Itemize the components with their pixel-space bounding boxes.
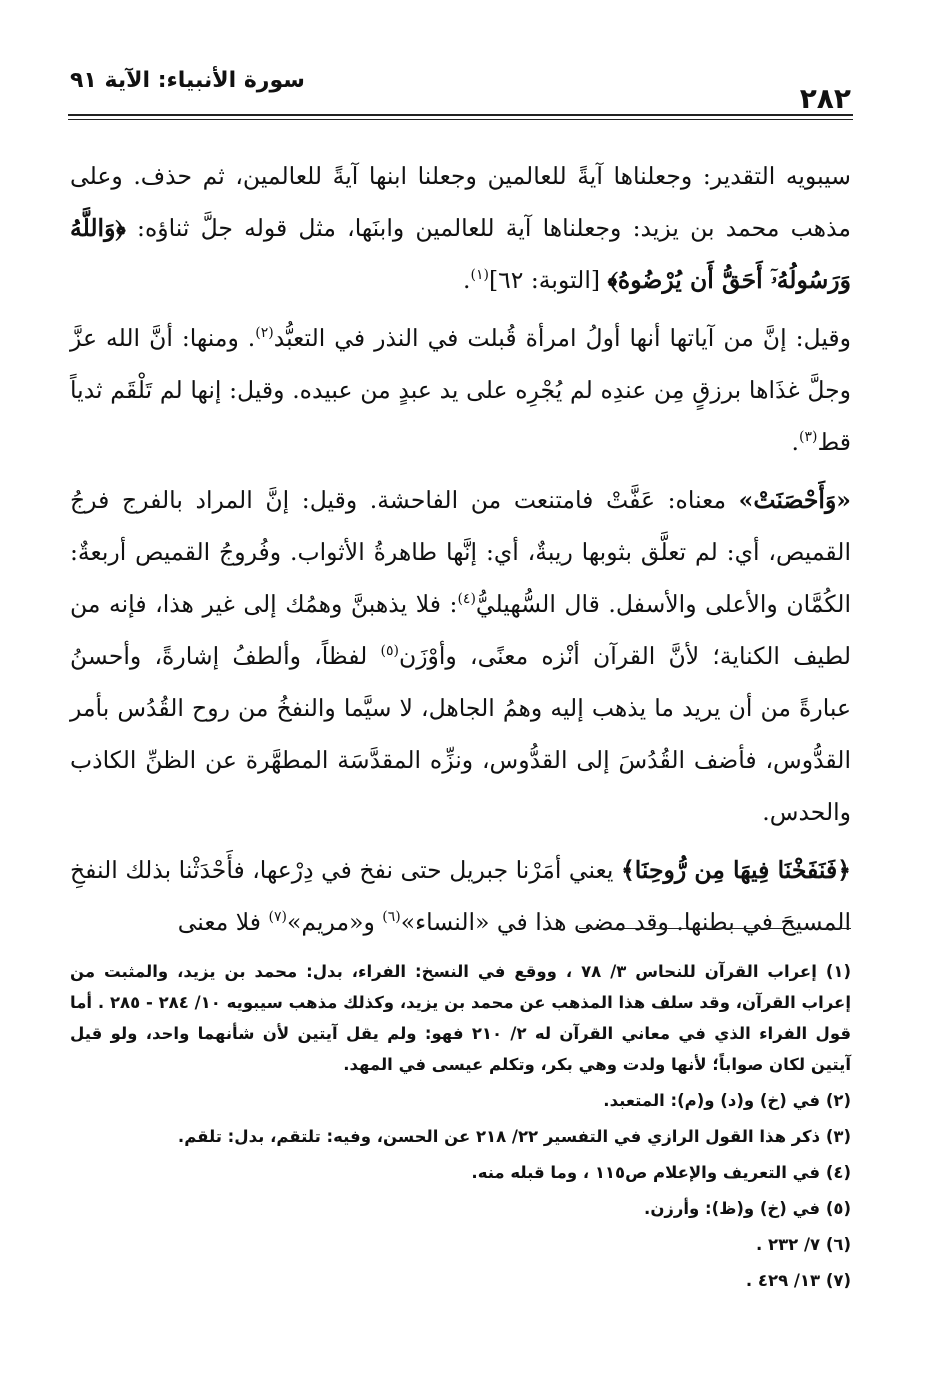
paragraph-1 — [70, 150, 851, 306]
paragraph-2-end: . — [791, 428, 799, 456]
footnote-1: (١) إعراب القرآن للنحاس ٣/ ٧٨ ، ووقع في النسخ: الفراء، بدل: محمد بن يزيد، والمثبت من إعراب القرآن، وقد سلف هذا المذهب عن محمد بن يزيد، وكذلك مذهب سيبويه ١٠/ ٢٨٤ - ٢٨٥ . أما قول الفراء الذي في معاني القرآن له ٢/ ٢١٠ فهو: ولم يقل آيتين لأن شأنهما واحد، ولو قيل آيتين لكان صواباً؛ لأنها ولدت وهي بكر، وتكلم عيسى في المهد. — [70, 962, 851, 1074]
footnote-4: (٤) في التعريف والإعلام ص١١٥ ، وما قبله منه. — [471, 1163, 851, 1182]
footnote-separator — [579, 928, 851, 929]
paragraph-4-text-cont: و«مريم» — [286, 908, 383, 936]
main-text — [70, 150, 851, 954]
paragraph-4-text-end: فلا معنى — [177, 908, 269, 936]
footnote-marker: (٢) — [255, 325, 274, 342]
footnote-marker: (٤) — [457, 591, 476, 608]
verse-reference: [التوبة: ٦٢] — [489, 266, 608, 294]
footnote-3: (٣) ذكر هذا القول الرازي في التفسير ٢٢/ ٢١٨ عن الحسن، وفيه: تلتقم، بدل: تلقم. — [177, 1127, 851, 1146]
paragraph-2-text-cont: . ومنها: أنَّ الله عزَّ وجلَّ غذَاها برزقٍ مِن عندِه لم يُجْرِه على يد عبدٍ من عبيده. وقيل: إنها لم تَلْقَم ثدياً قط — [70, 324, 851, 456]
paragraph-4-text: يعني أمَرْنا جبريل حتى نفخ في دِرْعها، فأَحْدَثْنا بذلك النفخِ المسيحَ في بطنها. وقد مضى هذا في «النساء» — [70, 856, 851, 936]
paragraph-3 — [70, 474, 851, 838]
header-rule-thin — [68, 119, 853, 120]
paragraph-1-end: . — [463, 266, 471, 294]
running-head — [60, 66, 851, 115]
footnote-marker: (٥) — [380, 643, 399, 660]
footnote-marker: (٧) — [268, 909, 287, 926]
header-rule — [68, 114, 853, 116]
footnote-6: (٦) ٧/ ٢٣٢ . — [755, 1235, 851, 1254]
quran-quote: ﴿فَنَفَخْنَا فِيهَا مِن رُّوحِنَا﴾ — [620, 856, 851, 884]
paragraph-4 — [70, 844, 851, 948]
footnote-7: (٧) ١٣/ ٤٢٩ . — [745, 1271, 851, 1290]
quran-quote: ﴿وَاللَّهُ وَرَسُولُهُۥٓ أَحَقُّ أَن يُرْضُوهُ﴾ — [70, 214, 851, 294]
footnote-marker: (٣) — [798, 429, 818, 446]
chapter-title: سورة الأنبياء: الآية ٩١ — [70, 68, 305, 93]
paragraph-3-text: معناه: عَفَّتْ فامتنعت من الفاحشة. وقيل: إنَّ المراد بالفرج فرجُ القميص، أي: لم تعلَّق بثوبها ريبةٌ، أي: إنَّها طاهرةُ الأثواب. وفُروجُ القميص أربعةٌ: الكُمَّان والأعلى والأسفل. قال السُّهيليُّ — [70, 486, 851, 618]
paragraph-3-text-cont: : فلا يذهبنَّ وهمُك إلى غير هذا، فإنه من لطيف الكناية؛ لأنَّ القرآن أنْزه معنًى، وأوْزَن — [70, 590, 851, 670]
footnotes — [70, 956, 851, 1301]
footnote-5: (٥) في (خ) و(ظ): وأرزن. — [644, 1199, 851, 1218]
footnote-marker: (١) — [470, 267, 489, 284]
footnote-marker: (٦) — [382, 909, 401, 926]
paragraph-3-text-end: لفظاً، وألطفُ إشارةً، وأحسنُ عبارةً من أن يريد ما يذهب إليه وهمُ الجاهل، لا سيَّما والنفخُ من روح القُدُس بأمر القدُّوس، فأضف القُدُسَ إلى القدُّوس، ونزِّه المقدَّسَة المطهَّرة عن الظنِّ الكاذب والحدس. — [70, 642, 851, 826]
page-number: ٢٨٢ — [799, 82, 851, 115]
footnote-2: (٢) في (خ) و(د) و(م): المتعبد. — [603, 1091, 851, 1110]
quran-quote: «وَأَحْصَنَتْ» — [738, 486, 851, 514]
paragraph-2-text: وقيل: إنَّ من آياتها أنها أولُ امرأة قُبلت في النذر في التعبُّد — [273, 324, 851, 352]
paragraph-2 — [70, 312, 851, 468]
paragraph-1-text: سيبويه التقدير: وجعلناها آيةً للعالمين وجعلنا ابنها آيةً للعالمين، ثم حذف. وعلى مذهب محمد بن يزيد: وجعلناها آية للعالمين وابنَها، مثل قوله جلَّ ثناؤه: — [70, 162, 851, 242]
